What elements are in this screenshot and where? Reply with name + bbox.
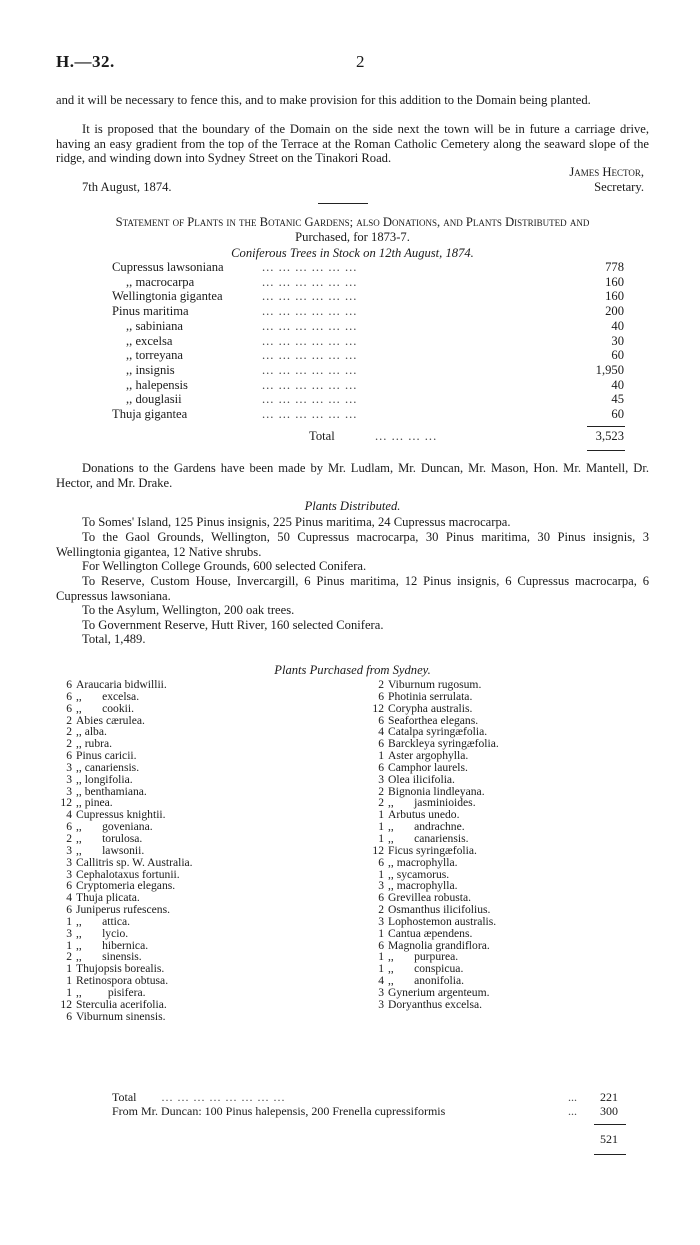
species-name: Pinus maritima (112, 304, 189, 319)
quantity: 6 (378, 737, 384, 751)
quantity: 1 (66, 914, 72, 928)
leader-dots: ... ... ... ... ... ... (262, 304, 358, 319)
species-name: Grevillea robusta. (388, 891, 472, 905)
quantity: 3 (378, 772, 384, 786)
coniferous-row (112, 407, 624, 421)
quantity: 4 (378, 974, 384, 988)
species-name: ,, torulosa. (76, 831, 143, 845)
species-name: ,, sycamorus. (388, 867, 450, 881)
quantity: 6 (66, 879, 72, 893)
quantity: 12 (60, 997, 72, 1011)
species-name: Viburnum sinensis. (76, 1009, 166, 1023)
quantity: 2 (378, 678, 384, 691)
quantity: 2 (66, 713, 72, 727)
stock-count: 1,950 (595, 362, 624, 377)
species-name: Aster argophylla. (388, 749, 469, 763)
coniferous-row (112, 378, 624, 392)
species-name: ,, cookii. (76, 701, 134, 715)
quantity: 1 (378, 950, 384, 964)
species-name: Magnolia grandiflora. (388, 938, 490, 952)
quantity: 4 (66, 808, 72, 822)
letter-date: 7th August, 1874. (82, 180, 172, 194)
quantity: 1 (378, 926, 384, 940)
coniferous-row (112, 319, 624, 333)
species-name: ,, canariensis. (76, 760, 140, 774)
leader-dots: ... ... ... ... ... ... ... ... (161, 1090, 286, 1104)
species-name: ,, goveniana. (76, 820, 153, 834)
species-name: Thujopsis borealis. (76, 962, 165, 976)
leader-dots: ... ... ... ... ... ... (262, 407, 358, 421)
quantity: 6 (66, 903, 72, 917)
species-name: Cupressus lawsoniana (112, 260, 224, 274)
coniferous-row (112, 260, 624, 274)
grand-total-value: 521 (600, 1132, 618, 1146)
species-name: Doryanthus excelsa. (388, 997, 483, 1011)
species-name: ,, insignis (126, 362, 175, 377)
leader-dots: ... ... ... ... ... ... (262, 362, 358, 377)
species-name: Cephalotaxus fortunii. (76, 867, 180, 881)
quantity: 1 (66, 974, 72, 988)
species-name: Olea ilicifolia. (388, 772, 455, 786)
species-name: ,, halepensis (126, 377, 188, 392)
species-name: ,, benthamiana. (76, 784, 147, 798)
signer-title: Secretary. (594, 180, 644, 194)
species-name: ,, pinea. (76, 796, 113, 810)
coniferous-total-row (112, 429, 624, 443)
species-name: ,, andrachne. (388, 820, 465, 834)
quantity: 3 (66, 760, 72, 774)
leader-dots: ... ... ... ... ... ... (262, 333, 358, 348)
species-name: ,, macrocarpa (126, 274, 195, 289)
quantity: 12 (372, 701, 384, 715)
quantity: 6 (378, 891, 384, 905)
species-name: Seaforthea elegans. (388, 713, 479, 727)
quantity: 12 (60, 796, 72, 810)
quantity: 2 (66, 950, 72, 964)
leader-dots: ... ... ... ... ... ... (262, 289, 358, 304)
distributed-heading: Plants Distributed. (304, 499, 401, 513)
coniferous-row (112, 304, 624, 318)
duncan-donation-label: From Mr. Duncan: 100 Pinus halepensis, 200 Frenella cupressiformis (112, 1104, 446, 1118)
purchased-heading: Plants Purchased from Sydney. (274, 663, 431, 677)
species-name: ,, hibernica. (76, 938, 149, 952)
species-name: ,, macrophylla. (388, 879, 458, 893)
purchased-total-label: Total (112, 1090, 137, 1104)
quantity: 1 (378, 820, 384, 834)
species-name: ,, lawsonii. (76, 843, 145, 857)
species-name: ,, attica. (76, 914, 131, 928)
distributed-line-3: For Wellington College Grounds, 600 selected Conifera. (82, 559, 367, 573)
quantity: 6 (66, 1009, 72, 1023)
duncan-donation-value: 300 (600, 1104, 618, 1118)
coniferous-heading: Coniferous Trees in Stock on 12th August, 1874. (231, 246, 474, 260)
species-name: Wellingtonia gigantea (112, 289, 223, 304)
leader-dots: ... ... ... ... ... ... (262, 377, 358, 392)
quantity: 3 (66, 843, 72, 857)
quantity: 6 (378, 713, 384, 727)
species-name: Juniperus rufescens. (76, 903, 171, 917)
distributed-line-6: To Government Reserve, Hutt River, 160 selected Conifera. (82, 618, 384, 632)
quantity: 3 (378, 985, 384, 999)
quantity: 3 (378, 997, 384, 1011)
species-name: Callitris sp. W. Australia. (76, 855, 193, 869)
section-divider (318, 203, 368, 204)
purchased-right-item (368, 999, 648, 1011)
quantity: 6 (378, 855, 384, 869)
quantity: 1 (378, 962, 384, 976)
species-name: ,, canariensis. (388, 831, 469, 845)
stock-count: 40 (611, 377, 624, 392)
species-name: Barckleya syringæfolia. (388, 737, 499, 751)
donations-paragraph: Donations to the Gardens have been made by Mr. Ludlam, Mr. Duncan, Mr. Mason, Hon. Mr. Mantell, Dr. Hector, and Mr. Drake. (56, 461, 649, 490)
species-name: Cupressus knightii. (76, 808, 166, 822)
species-name: ,, torreyana (126, 348, 183, 363)
stock-count: 160 (605, 274, 624, 289)
grand-total-rule (594, 1124, 626, 1125)
quantity: 3 (66, 855, 72, 869)
quantity: 3 (378, 879, 384, 893)
statement-title-line-1: Statement of Plants in the Botanic Gardens; also Donations, and Plants Distributed and (115, 215, 590, 229)
total-double-rule (587, 450, 625, 451)
quantity: 6 (378, 760, 384, 774)
species-name: ,, longifolia. (76, 772, 133, 786)
intro-paragraph-2: It is proposed that the boundary of the Domain on the side next the town will be in future a carriage drive, having an easy gradient from the top of the Terrace at the Roman Catholic Cemetery along the seaward slope of the ridge, and winding down into Sydney Street on the Tinakori Road. (56, 122, 649, 166)
purchased-total-row (112, 1090, 286, 1105)
quantity: 2 (66, 831, 72, 845)
page-number: 2 (356, 52, 365, 71)
distributed-line-4: To Reserve, Custom House, Invercargill, 6 Pinus maritima, 12 Pinus insignis, 6 Cupressus macrocarpa, 6 Cupressus lawsoniana. (56, 574, 649, 603)
leader-dots: ... ... ... ... ... ... (262, 260, 358, 274)
species-name: Cantua æpendens. (388, 926, 473, 940)
species-name: ,, sinensis. (76, 950, 142, 964)
quantity: 3 (66, 784, 72, 798)
stock-count: 60 (611, 348, 624, 363)
leader-dots: ... ... ... ... (375, 429, 438, 443)
species-name: ,, conspicua. (388, 962, 464, 976)
species-name: ,, excelsa. (76, 689, 140, 703)
species-name: ,, macrophylla. (388, 855, 458, 869)
distributed-line-1: To Somes' Island, 125 Pinus insignis, 225 Pinus maritima, 24 Cupressus macrocarpa. (82, 515, 511, 529)
species-name: Thuja plicata. (76, 891, 140, 905)
statement-title-line-2: Purchased, for 1873-7. (295, 230, 410, 244)
coniferous-row (112, 275, 624, 289)
quantity: 12 (372, 843, 384, 857)
species-name: ,, douglasii (126, 392, 182, 407)
coniferous-row (112, 334, 624, 348)
species-name: ,, pisifera. (76, 985, 146, 999)
quantity: 2 (378, 796, 384, 810)
quantity: 6 (378, 938, 384, 952)
stock-count: 40 (611, 318, 624, 333)
quantity: 3 (66, 772, 72, 786)
leader-dots: ... ... ... ... ... ... (262, 348, 358, 363)
quantity: 1 (66, 938, 72, 952)
stock-count: 30 (611, 333, 624, 348)
species-name: Camphor laurels. (388, 760, 468, 774)
quantity: 3 (378, 914, 384, 928)
species-name: ,, anonifolia. (388, 974, 464, 988)
species-name: Pinus caricii. (76, 749, 137, 763)
species-name: Cryptomeria elegans. (76, 879, 176, 893)
species-name: Osmanthus ilicifolius. (388, 903, 491, 917)
species-name: Arbutus unedo. (388, 808, 460, 822)
quantity: 3 (66, 867, 72, 881)
leader-dots: ... ... ... ... ... ... (262, 274, 358, 289)
quantity: 4 (66, 891, 72, 905)
purchased-left-item (56, 1011, 356, 1023)
stock-count: 60 (611, 407, 624, 421)
species-name: Thuja gigantea (112, 407, 188, 421)
distributed-line-5: To the Asylum, Wellington, 200 oak trees. (82, 603, 295, 617)
quantity: 6 (378, 689, 384, 703)
species-name: ,, purpurea. (388, 950, 459, 964)
stock-count: 160 (605, 289, 624, 304)
species-name: Corypha australis. (388, 701, 473, 715)
coniferous-row (112, 363, 624, 377)
distributed-line-2: To the Gaol Grounds, Wellington, 50 Cupressus macrocarpa, 30 Pinus maritima, 30 Pinus insignis, 3 Wellingtonia gigantea, 12 Native shrubs. (56, 530, 649, 559)
quantity: 6 (66, 689, 72, 703)
coniferous-row (112, 348, 624, 362)
stock-count: 45 (611, 392, 624, 407)
leader-dots: ... ... ... ... ... ... (262, 318, 358, 333)
species-name: Catalpa syringæfolia. (388, 725, 488, 739)
quantity: 1 (66, 962, 72, 976)
quantity: 2 (378, 903, 384, 917)
species-name: Retinospora obtusa. (76, 974, 169, 988)
quantity: 1 (66, 985, 72, 999)
coniferous-row (112, 392, 624, 406)
purchased-right-column (368, 679, 648, 1011)
quantity: 4 (378, 725, 384, 739)
distributed-total: Total, 1,489. (82, 632, 146, 646)
stock-count: 200 (605, 304, 624, 319)
quantity: 1 (378, 867, 384, 881)
species-name: ,, excelsa (126, 333, 173, 348)
intro-paragraph-1: and it will be necessary to fence this, and to make provision for this addition to the Domain being planted. (56, 93, 591, 107)
species-name: ,, jasminioides. (388, 796, 476, 810)
species-name: Lophostemon australis. (388, 914, 497, 928)
species-name: ,, lycio. (76, 926, 129, 940)
species-name: Abies cærulea. (76, 713, 145, 727)
purchased-total-value: 221 (600, 1090, 618, 1104)
leader-dots: ... (568, 1090, 577, 1104)
quantity: 2 (66, 737, 72, 751)
purchased-left-column (56, 679, 356, 1022)
coniferous-row (112, 289, 624, 303)
quantity: 3 (66, 926, 72, 940)
species-name: ,, rubra. (76, 737, 113, 751)
stock-count: 778 (605, 260, 624, 274)
quantity: 6 (66, 749, 72, 763)
total-label: Total (309, 429, 335, 443)
quantity: 6 (66, 701, 72, 715)
quantity: 6 (66, 678, 72, 691)
species-name: Gynerium argenteum. (388, 985, 490, 999)
leader-dots: ... (568, 1104, 577, 1118)
species-name: ,, alba. (76, 725, 107, 739)
species-name: Photinia serrulata. (388, 689, 473, 703)
quantity: 2 (378, 784, 384, 798)
quantity: 2 (66, 725, 72, 739)
quantity: 1 (378, 808, 384, 822)
species-name: Bignonia lindleyana. (388, 784, 485, 798)
species-name: Araucaria bidwillii. (76, 678, 167, 691)
document-reference: H.—32. (56, 52, 115, 71)
quantity: 1 (378, 749, 384, 763)
quantity: 1 (378, 831, 384, 845)
leader-dots: ... ... ... ... ... ... (262, 392, 358, 407)
grand-total-double-rule (594, 1154, 626, 1155)
species-name: Sterculia acerifolia. (76, 997, 167, 1011)
species-name: Ficus syringæfolia. (388, 843, 477, 857)
species-name: Viburnum rugosum. (388, 678, 482, 691)
total-rule (587, 426, 625, 427)
species-name: ,, sabiniana (126, 318, 184, 333)
quantity: 6 (66, 820, 72, 834)
signer-name: James Hector, (569, 165, 644, 179)
total-value: 3,523 (595, 429, 624, 443)
